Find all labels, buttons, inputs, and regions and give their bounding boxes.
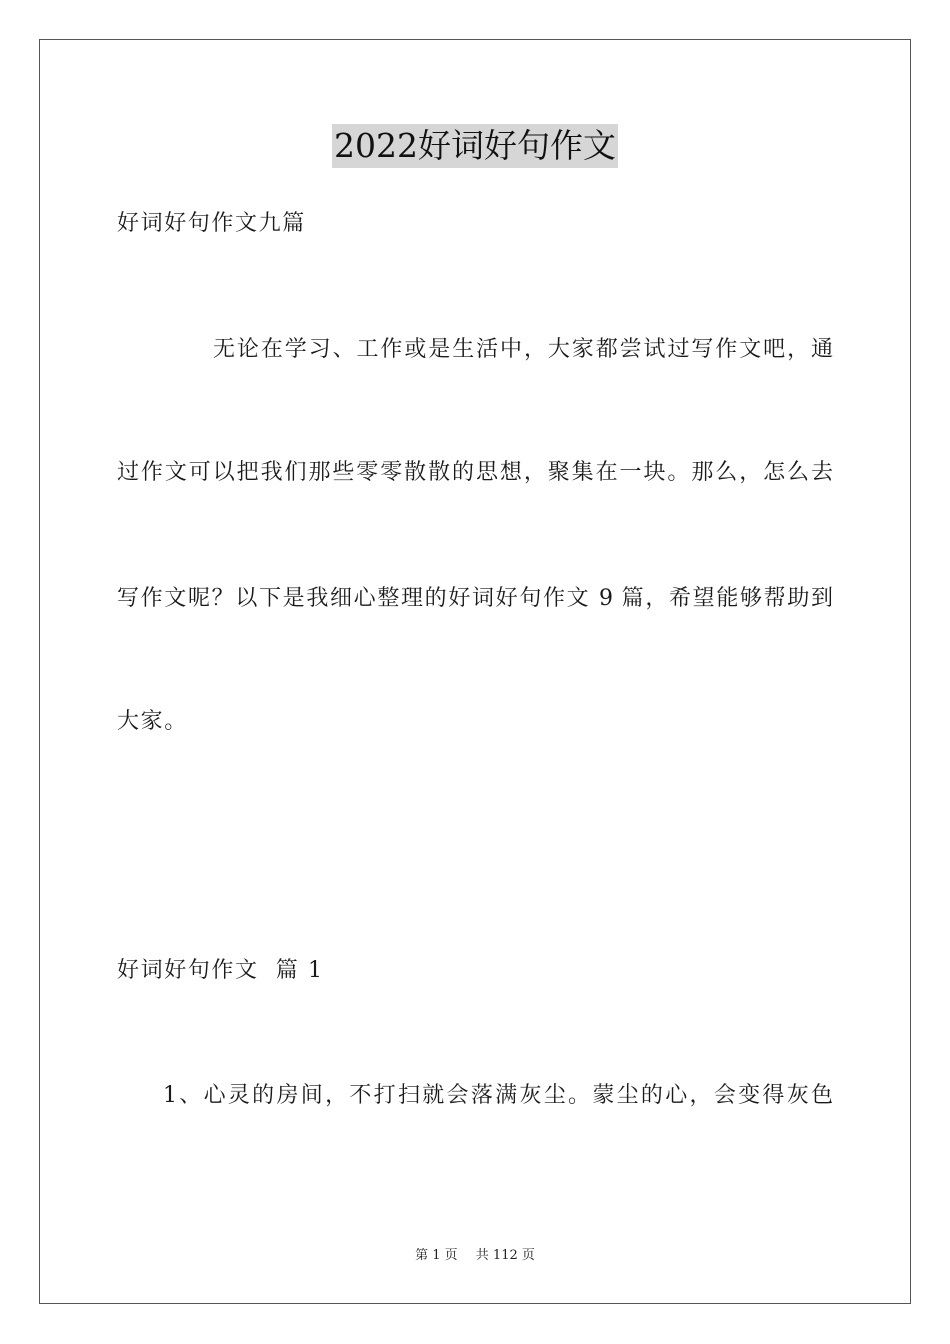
intro-line-1: 无论在学习、工作或是生活中，大家都尝试过写作文吧，通 [213, 337, 833, 362]
section-heading: 好词好句作文 篇 1 [117, 958, 324, 983]
document-subtitle: 好词好句作文九篇 [117, 211, 306, 236]
intro-line-2: 过作文可以把我们那些零零散散的思想，聚集在一块。那么，怎么去 [117, 460, 833, 485]
intro-line-4: 大家。 [117, 709, 188, 734]
page-footer [0, 1247, 950, 1265]
intro-line-3: 写作文呢？以下是我细心整理的好词好句作文 9 篇，希望能够帮助到 [117, 586, 833, 611]
page-number: 第 1 页 [415, 1248, 458, 1263]
section-line-1: 1、心灵的房间，不打扫就会落满灰尘。蒙尘的心，会变得灰色 [163, 1083, 833, 1108]
title-container [0, 124, 950, 168]
page-total: 共 112 页 [475, 1248, 535, 1263]
document-title: 2022好词好句作文 [332, 124, 618, 168]
